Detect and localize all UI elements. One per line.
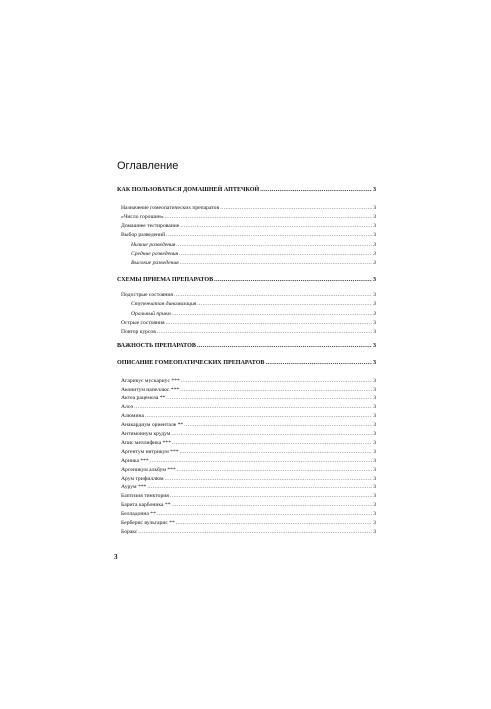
toc-section-entry <box>117 360 376 367</box>
toc-entry-page: 3 <box>373 476 376 482</box>
toc-leader-dots <box>157 329 372 336</box>
toc-entry <box>121 404 376 411</box>
toc-entry-page: 3 <box>373 431 376 437</box>
toc-entry-page: 3 <box>373 484 376 490</box>
toc-entry-label: Высокие разведения <box>131 260 179 266</box>
toc-entry-label: Барита карбоника ** <box>121 502 171 508</box>
toc-entry-page: 3 <box>373 404 376 410</box>
toc-entry-page: 3 <box>372 187 376 193</box>
toc-entry-label: СХЕМЫ ПРИЕМА ПРЕПАРАТОВ <box>117 277 214 283</box>
toc-entry <box>121 440 376 447</box>
toc-entry <box>121 511 376 518</box>
toc-entry-page: 3 <box>373 387 376 393</box>
toc-entry-label: «Число горошин» <box>121 214 164 220</box>
toc-leader-dots <box>266 360 372 367</box>
toc-entry <box>121 458 376 465</box>
toc-entry <box>121 387 376 394</box>
toc-entry-label: Боракс <box>121 529 138 535</box>
toc-entry-label: Актеа рацемоза ** <box>121 395 166 401</box>
toc-entry <box>121 484 376 491</box>
toc-entry <box>121 502 376 509</box>
toc-entry-page: 3 <box>373 260 376 266</box>
toc-entry-label: Баптизия тинктория <box>121 493 169 499</box>
toc-entry-page: 3 <box>373 413 376 419</box>
toc-leader-dots <box>172 502 373 509</box>
toc-entry-label: Ступенчатая динамизация <box>131 301 197 307</box>
toc-entry-label: Апис меллифика *** <box>121 440 172 446</box>
toc-entry <box>131 311 376 318</box>
toc-entry <box>121 292 376 299</box>
toc-entry <box>121 493 376 500</box>
toc-entry <box>121 214 376 221</box>
toc-leader-dots <box>166 320 373 327</box>
toc-entry <box>121 329 376 336</box>
toc-leader-dots <box>166 232 372 239</box>
toc-entry-page: 3 <box>373 205 376 211</box>
toc-entry-label: Арсеникум альбум *** <box>121 467 176 473</box>
toc-entry-label: Анакардиум ориентале ** <box>121 422 184 428</box>
toc-entry-page: 3 <box>373 232 376 238</box>
toc-entry-label: Арника *** <box>121 458 149 464</box>
toc-entry-label: Назначение гомеопатических препаратов <box>121 205 220 211</box>
toc-entry-page: 3 <box>373 251 376 257</box>
toc-entry-page: 3 <box>372 277 376 283</box>
toc-leader-dots <box>220 205 372 212</box>
toc-entry-page: 3 <box>373 378 376 384</box>
toc-leader-dots <box>180 387 372 394</box>
toc-entry-page: 3 <box>373 449 376 455</box>
toc-entry <box>121 223 376 230</box>
toc-leader-dots <box>134 404 372 411</box>
toc-entry-label: ВАЖНОСТЬ ПРЕПАРАТОВ <box>117 343 196 349</box>
toc-entry-label: Арум трифиллюм <box>121 476 164 482</box>
toc-entry-page: 3 <box>373 502 376 508</box>
toc-entry-page: 3 <box>373 520 376 526</box>
toc-entry-label: Алюмина <box>121 413 144 419</box>
toc-leader-dots <box>180 223 372 230</box>
toc-entry-page: 3 <box>373 320 376 326</box>
toc-entry-page: 3 <box>373 301 376 307</box>
toc-entry-label: ОПИСАНИЕ ГОМЕОПАТИЧЕСКИХ ПРЕПАРАТОВ <box>117 360 265 366</box>
toc-leader-dots <box>177 467 372 474</box>
toc-entry <box>121 520 376 527</box>
toc-leader-dots <box>180 449 373 456</box>
toc-leader-dots <box>184 422 372 429</box>
toc-entry-label: Повтор курсов <box>121 329 156 335</box>
toc-entry-page: 3 <box>373 529 376 535</box>
toc-entry-page: 3 <box>373 311 376 317</box>
toc-leader-dots <box>166 395 372 402</box>
toc-title: Оглавление <box>117 160 179 172</box>
toc-entry <box>131 301 376 308</box>
page-number: 3 <box>114 553 118 561</box>
toc-entry <box>121 431 376 438</box>
toc-entry <box>121 476 376 483</box>
toc-entry <box>121 378 376 385</box>
toc-leader-dots <box>145 413 372 420</box>
toc-entry <box>121 422 376 429</box>
toc-leader-dots <box>197 343 372 350</box>
toc-leader-dots <box>176 242 372 249</box>
toc-leader-dots <box>147 484 372 491</box>
toc-entry-page: 3 <box>372 343 376 349</box>
toc-entry <box>121 413 376 420</box>
toc-entry-label: Подострые состояния <box>121 292 173 298</box>
toc-entry-page: 3 <box>373 223 376 229</box>
toc-entry-label: Острые состояния <box>121 320 165 326</box>
toc-entry <box>121 232 376 239</box>
toc-entry-label: Аконитум напеллюс *** <box>121 387 180 393</box>
toc-leader-dots <box>165 214 373 221</box>
toc-entry-label: Домашнее тестирование <box>121 223 180 229</box>
toc-leader-dots <box>138 529 372 536</box>
toc-entry-label: Оральный прием <box>131 311 171 317</box>
toc-entry-label: КАК ПОЛЬЗОВАТЬСЯ ДОМАШНЕЙ АПТЕЧКОЙ <box>117 187 260 193</box>
toc-leader-dots <box>179 251 372 258</box>
toc-section-entry <box>117 343 376 350</box>
toc-leader-dots <box>260 187 372 194</box>
toc-leader-dots <box>197 301 372 308</box>
toc-entry-label: Берберис вульгарис ** <box>121 520 175 526</box>
toc-entry-page: 3 <box>373 440 376 446</box>
toc-entry-label: Белладонна ** <box>121 511 156 517</box>
toc-leader-dots <box>172 440 372 447</box>
toc-leader-dots <box>172 311 373 318</box>
toc-entry-label: Антимониум крудум <box>121 431 171 437</box>
toc-entry-label: Низкие разведения <box>131 242 176 248</box>
toc-leader-dots <box>157 511 372 518</box>
toc-entry <box>131 260 376 267</box>
toc-entry-page: 3 <box>373 214 376 220</box>
toc-entry <box>131 242 376 249</box>
toc-leader-dots <box>176 520 372 527</box>
toc-entry-page: 3 <box>373 395 376 401</box>
toc-leader-dots <box>214 277 372 284</box>
toc-entry-page: 3 <box>373 242 376 248</box>
toc-entry <box>121 467 376 474</box>
toc-entry-label: Аргентум нитрикум *** <box>121 449 179 455</box>
toc-section-entry <box>117 187 376 194</box>
toc-leader-dots <box>180 260 372 267</box>
toc-leader-dots <box>174 292 372 299</box>
toc-entry-page: 3 <box>373 329 376 335</box>
toc-entry <box>121 320 376 327</box>
toc-entry-page: 3 <box>373 467 376 473</box>
toc-entry-label: Агарикус мускариус *** <box>121 378 180 384</box>
toc-entry-page: 3 <box>373 422 376 428</box>
toc-entry-page: 3 <box>373 458 376 464</box>
toc-leader-dots <box>150 458 372 465</box>
toc-entry-label: Аурум *** <box>121 484 147 490</box>
toc-entry-label: Алоэ <box>121 404 134 410</box>
toc-section-entry <box>117 277 376 284</box>
toc-entry-label: Выбор разведений <box>121 232 166 238</box>
toc-leader-dots <box>165 476 373 483</box>
toc-entry-page: 3 <box>373 292 376 298</box>
toc-entry-page: 3 <box>373 493 376 499</box>
toc-entry <box>121 529 376 536</box>
toc-entry-page: 3 <box>372 360 376 366</box>
toc-entry-page: 3 <box>373 511 376 517</box>
toc-entry <box>121 205 376 212</box>
toc-entry <box>121 449 376 456</box>
toc-leader-dots <box>170 493 372 500</box>
toc-entry <box>121 395 376 402</box>
toc-leader-dots <box>181 378 372 385</box>
toc-leader-dots <box>171 431 372 438</box>
toc-entry <box>131 251 376 258</box>
toc-entry-label: Средние разведения <box>131 251 179 257</box>
